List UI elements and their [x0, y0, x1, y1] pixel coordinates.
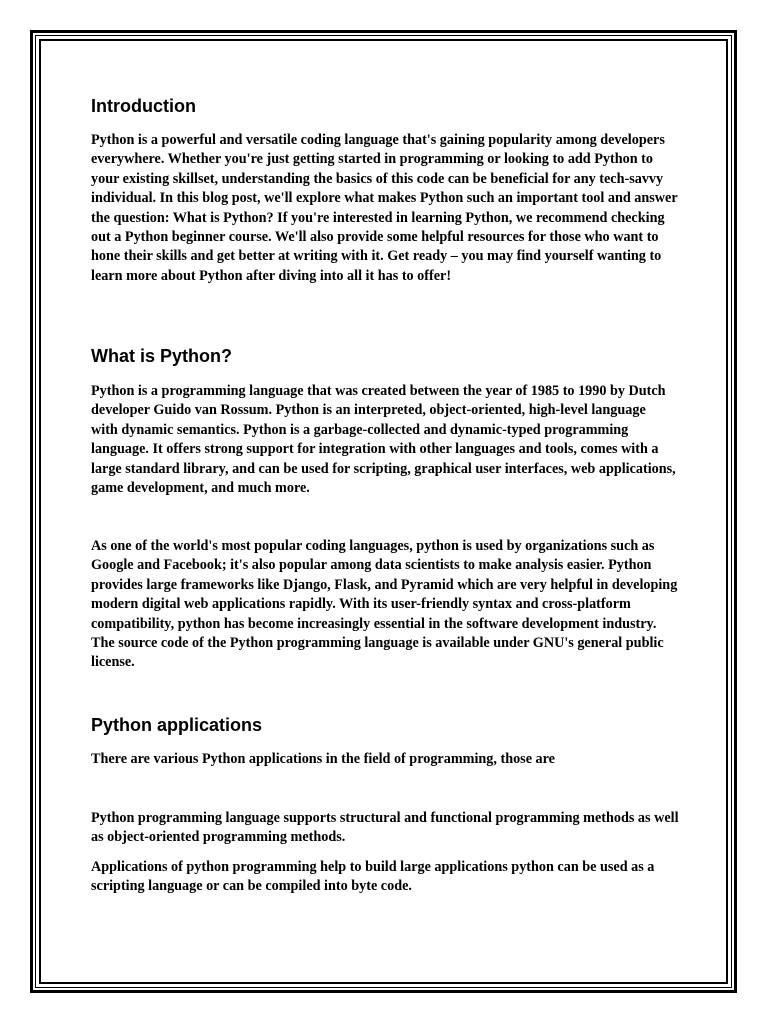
- paragraph-python-applications-3: Applications of python programming help to build large applications python can be used as a scripting language or can be compiled into byte code.: [91, 859, 655, 895]
- paragraph-python-applications-1: There are various Python applications in the field of programming, those are: [91, 751, 555, 767]
- paragraph-what-is-python-1: Python is a programming language that was created between the year of 1985 to 1990 by Dutch developer Guido van Rossum. Python is an interpreted, object-oriented, high-level language with dynamic semantics. Python is a garbage-collected and dynamic-typed programming language. It offers strong support for integration with other languages and tools, comes with a large standard library, and can be used for scripting, graphical user interfaces, web applications, game development, and much more.: [91, 383, 676, 497]
- paragraph-python-applications-2: Python programming language supports structural and functional programming methods as well as object-oriented programming methods.: [91, 810, 679, 846]
- heading-python-applications: Python applications: [91, 715, 263, 735]
- paragraph-introduction: Python is a powerful and versatile coding language that's gaining popularity among developers everywhere. Whether you're just getting started in programming or looking to add Python to your existing skillset, understanding the basics of this code can be beneficial for any tech-savvy individual. In this blog post, we'll explore what makes Python such an important tool and answer the question: What is Python? If you're interested in learning Python, we recommend checking out a Python beginner course. We'll also provide some helpful resources for those who want to hone their skills and get better at writing with it. Get ready – you may find yourself wanting to learn more about Python after diving into all it has to offer!: [91, 132, 678, 284]
- heading-introduction: Introduction: [91, 96, 196, 116]
- heading-what-is-python: What is Python?: [91, 346, 232, 366]
- paragraph-what-is-python-2: As one of the world's most popular coding languages, python is used by organizations such as Google and Facebook; it's also popular among data scientists to make analysis easier. Python provides large frameworks like Django, Flask, and Pyramid which are very helpful in developing modern digital web applications rapidly. With its user-friendly syntax and cross-platform compatibility, python has become increasingly essential in the software development industry. The source code of the Python programming language is available under GNU's general public license.: [91, 538, 678, 671]
